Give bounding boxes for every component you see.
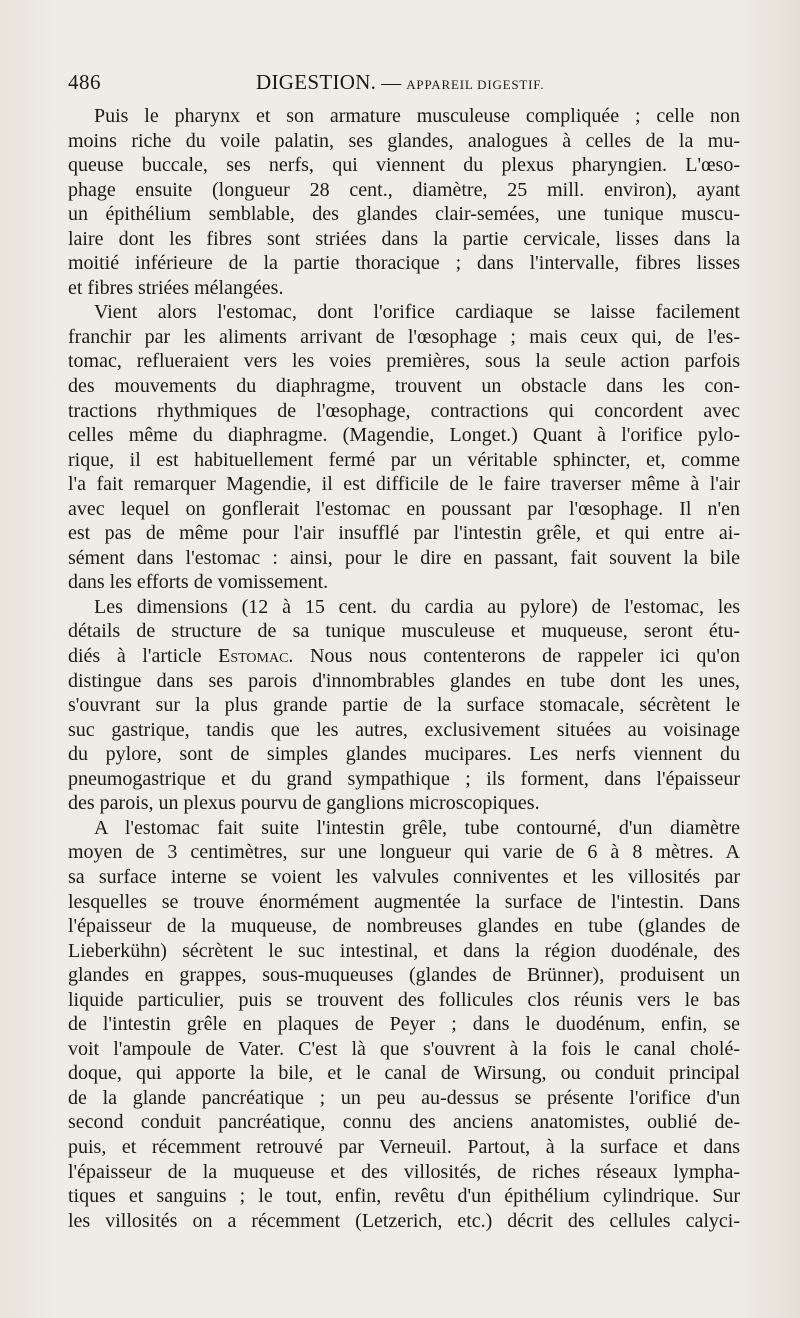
paragraph-pharynx	[68, 104, 740, 300]
text-line: l'épaisseur de la muqueuse et des villosités, de riches réseaux lympha-	[68, 1160, 740, 1183]
text-line: un épithélium semblable, des glandes clair-semées, une tunique muscu-	[68, 203, 740, 226]
text-line: moitié inférieure de la partie thoracique ; dans l'intervalle, fibres lisses	[68, 252, 740, 275]
text-line: pneumogastrique et du grand sympathique ; ils forment, dans l'épaisseur	[68, 767, 740, 790]
text-line: détails de structure de sa tunique musculeuse et muqueuse, seront étu-	[68, 620, 740, 643]
text-line: Lieberkühn) sécrètent le suc intestinal, et dans la région duodénale, des	[68, 939, 740, 962]
text-line: phage ensuite (longueur 28 cent., diamètre, 25 mill. environ), ayant	[68, 178, 740, 201]
text-line: et fibres striées mélangées.	[68, 276, 284, 299]
text-line: rique, il est habituellement fermé par un véritable sphincter, et, comme	[68, 448, 740, 471]
text-line: de l'intestin grêle en plaques de Peyer ; dans le duodénum, enfin, se	[68, 1013, 740, 1036]
text-line: celles même du diaphragme. (Magendie, Longet.) Quant à l'orifice pylo-	[68, 424, 740, 447]
page-number: 486	[68, 70, 101, 94]
running-header	[68, 70, 740, 100]
text-line: du pylore, sont de simples glandes mucipares. Les nerfs viennent du	[68, 743, 740, 766]
text-segment: diés à l'article	[68, 645, 219, 668]
text-line: moins riche du voile palatin, ses glandes, analogues à celles de la mu-	[68, 129, 740, 152]
title-dash: —	[381, 72, 402, 94]
text-line: glandes en grappes, sous-muqueuses (glandes de Brünner), produisent un	[68, 964, 740, 987]
text-line: puis, et récemment retrouvé par Verneuil. Partout, à la surface et dans	[68, 1135, 740, 1158]
text-line: second conduit pancréatique, connu des anciens anatomistes, oublié de-	[68, 1111, 740, 1134]
text-line: distingue dans ses parois d'innombrables glandes en tube dont les unes,	[68, 669, 740, 692]
paragraph-estomac	[68, 300, 740, 595]
running-title	[256, 70, 544, 95]
text-line: tomac, reflueraient vers les voies premières, sous la seule action parfois	[68, 350, 740, 373]
text-line: sément dans l'estomac : ainsi, pour le dire en passant, fait souvent la bile	[68, 546, 740, 569]
text-line: s'ouvrant sur la plus grande partie de la surface stomacale, sécrètent le	[68, 694, 740, 717]
text-line: sa surface interne se voient les valvules conniventes et les villosités par	[68, 865, 740, 888]
section-subtitle: APPAREIL DIGESTIF.	[406, 77, 545, 92]
text-line: franchir par les aliments arrivant de l'œsophage ; mais ceux qui, de l'es-	[68, 325, 740, 348]
text-line: Les dimensions (12 à 15 cent. du cardia au pylore) de l'estomac, les	[94, 595, 740, 618]
paragraph-dimensions	[68, 595, 740, 816]
text-line: des mouvements du diaphragme, trouvent un obstacle dans les con-	[68, 375, 740, 398]
paragraph-intestin	[68, 816, 740, 1233]
text-line: les villosités on a récemment (Letzerich, etc.) décrit des cellules calyci-	[68, 1209, 740, 1232]
text-line: A l'estomac fait suite l'intestin grêle, tube contourné, d'un diamètre	[94, 816, 740, 839]
text-line: liquide particulier, puis se trouvent des follicules clos réunis vers le bas	[68, 988, 740, 1011]
body-text	[68, 104, 740, 1233]
text-line: queuse buccale, ses nerfs, qui viennent du plexus pharyngien. L'œso-	[68, 154, 740, 177]
text-line: suc gastrique, tandis que les autres, exclusivement situées au voisinage	[68, 718, 740, 741]
text-segment: . Nous nous contenterons de rappeler ici qu'on	[288, 645, 740, 668]
text-line: Puis le pharynx et son armature musculeuse compliquée ; celle non	[94, 105, 740, 127]
text-line: de la glande pancréatique ; un peu au-dessus se présente l'orifice d'un	[68, 1086, 740, 1109]
cross-reference: Estomac	[218, 645, 289, 668]
text-line: lesquelles se trouve énormément augmentée la surface de l'intestin. Dans	[68, 890, 740, 913]
text-line: Vient alors l'estomac, dont l'orifice cardiaque se laisse facilement	[94, 301, 740, 324]
text-line: laire dont les fibres sont striées dans la partie cervicale, lisses dans la	[68, 227, 740, 250]
text-line: moyen de 3 centimètres, sur une longueur qui varie de 6 à 8 mètres. A	[68, 841, 740, 864]
text-line: l'épaisseur de la muqueuse, de nombreuses glandes en tube (glandes de	[68, 915, 740, 938]
text-line: tractions rhythmiques de l'œsophage, contractions qui concordent avec	[68, 399, 740, 422]
text-line: est pas de même pour l'air insufflé par l'intestin grêle, et qui entre ai-	[68, 522, 740, 545]
text-line: l'a fait remarquer Magendie, il est difficile de le faire traverser même à l'air	[68, 473, 740, 496]
text-line: avec lequel on gonflerait l'estomac en poussant par l'œsophage. Il n'en	[68, 497, 740, 520]
text-line: doque, qui apporte la bile, et le canal de Wirsung, ou conduit principal	[68, 1062, 740, 1085]
text-line: tiques et sanguins ; le tout, enfin, revêtu d'un épithélium cylindrique. Sur	[68, 1185, 740, 1208]
section-title: DIGESTION.	[256, 70, 377, 94]
text-line: voit l'ampoule de Vater. C'est là que s'ouvrent à la fois le canal cholé-	[68, 1037, 740, 1060]
text-line: des parois, un plexus pourvu de ganglions microscopiques.	[68, 792, 540, 815]
text-line: dans les efforts de vomissement.	[68, 571, 329, 594]
text-line	[68, 644, 740, 669]
